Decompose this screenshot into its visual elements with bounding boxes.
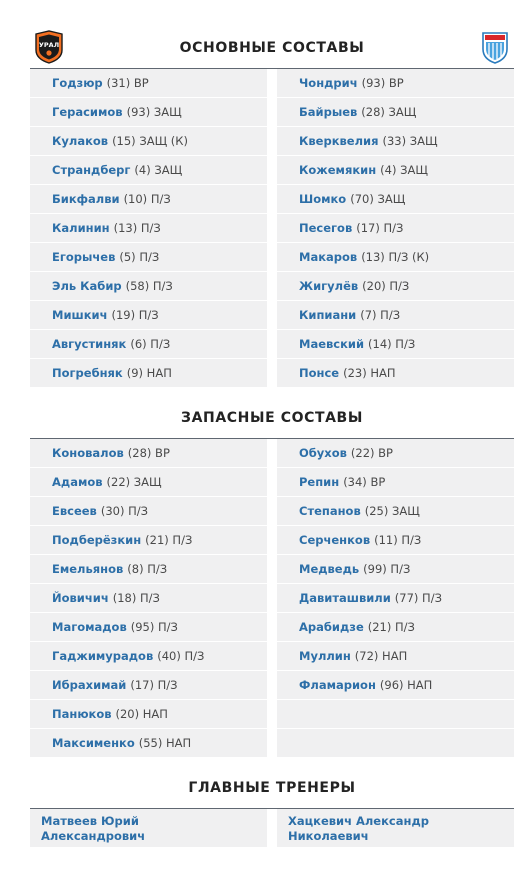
subs-away-row[interactable] [277,468,514,497]
lineup-away-row[interactable] [277,301,514,330]
lineup-home-row[interactable] [30,301,267,330]
player-number-position: (15) ЗАЩ (К) [112,134,188,148]
player-number-position: (40) П/З [157,649,205,663]
player-number-position: (13) П/З [113,221,161,235]
lineup-away-row[interactable] [277,98,514,127]
lineup-home-row[interactable] [30,98,267,127]
subs-away-row[interactable] [277,555,514,584]
player-name[interactable]: Кверквелия [299,134,379,148]
player-number-position: (28) ВР [127,446,170,460]
player-number-position: (25) ЗАЩ [364,504,420,518]
player-name[interactable]: Арабидзе [299,620,364,634]
player-number-position: (99) П/З [363,562,411,576]
player-number-position: (5) П/З [119,250,160,264]
player-name[interactable]: Адамов [52,475,103,489]
player-name[interactable]: Кипиани [299,308,357,322]
player-number-position: (13) П/З (К) [361,250,430,264]
subs-home-row[interactable] [30,613,267,642]
lineups-title: ОСНОВНЫЕ СОСТАВЫ [179,40,365,56]
player-number-position: (95) П/З [130,620,178,634]
lineup-away-row[interactable] [277,127,514,156]
player-name[interactable]: Шомко [299,192,347,206]
player-name[interactable]: Калинин [52,221,110,235]
subs-away-row[interactable] [277,526,514,555]
lineups-table [30,68,514,388]
player-name[interactable]: Панюков [52,707,112,721]
player-number-position: (8) П/З [127,562,168,576]
player-name[interactable]: Макаров [299,250,358,264]
player-name[interactable]: Герасимов [52,105,123,119]
player-name[interactable]: Степанов [299,504,361,518]
home-coach-first-line: Матвеев Юрий [41,814,139,828]
lineup-home-row[interactable] [30,243,267,272]
subs-away-row[interactable] [277,439,514,468]
player-number-position: (21) П/З [367,620,415,634]
player-name[interactable]: Серченков [299,533,371,547]
player-number-position: (55) НАП [138,736,192,750]
player-number-position: (19) П/З [111,308,159,322]
player-name[interactable]: Емельянов [52,562,124,576]
player-name[interactable]: Чондрич [299,76,358,90]
subs-header [30,402,514,434]
player-number-position: (10) П/З [123,192,171,206]
player-number-position: (28) ЗАЩ [361,105,417,119]
subs-home-column [30,439,267,758]
player-name[interactable]: Подберёзкин [52,533,142,547]
subs-home-row[interactable] [30,555,267,584]
player-number-position: (6) П/З [130,337,171,351]
lineup-home-row[interactable] [30,185,267,214]
player-name[interactable]: Песегов [299,221,353,235]
player-number-position: (14) П/З [368,337,416,351]
player-name[interactable]: Муллин [299,649,351,663]
player-name[interactable]: Кожемякин [299,163,377,177]
player-number-position: (7) П/З [360,308,401,322]
subs-away-row[interactable] [277,642,514,671]
lineup-home-column [30,69,267,388]
lineup-away-row[interactable] [277,272,514,301]
subs-away-column [277,439,514,758]
away-coach-second-line: Николаевич [288,829,369,843]
player-number-position: (20) НАП [115,707,168,721]
subs-away-row[interactable] [277,671,514,700]
player-name[interactable]: Страндберг [52,163,131,177]
subs-home-row[interactable] [30,642,267,671]
player-name[interactable]: Репин [299,475,340,489]
subs-home-row[interactable] [30,468,267,497]
ural-logo-text: УРАЛ [38,41,60,49]
lineup-away-row[interactable] [277,214,514,243]
subs-home-row[interactable] [30,439,267,468]
lineups-header [30,32,514,64]
lineup-away-row[interactable] [277,330,514,359]
player-name[interactable]: Августиняк [52,337,127,351]
lineup-home-row[interactable] [30,214,267,243]
player-number-position: (58) П/З [125,279,173,293]
subs-away-row [277,729,514,758]
player-number-position: (18) П/З [112,591,160,605]
subs-home-row[interactable] [30,729,267,758]
player-name[interactable]: Магомадов [52,620,127,634]
player-number-position: (23) НАП [343,366,396,380]
player-name[interactable]: Понсе [299,366,340,380]
player-number-position: (17) П/З [356,221,404,235]
player-number-position: (70) ЗАЩ [350,192,406,206]
player-number-position: (31) ВР [106,76,149,90]
torpedo-club-badge-icon[interactable] [480,30,510,64]
ural-club-badge-icon[interactable] [34,30,64,64]
player-number-position: (9) НАП [126,366,172,380]
lineup-home-row[interactable] [30,69,267,98]
player-name[interactable]: Эль Кабир [52,279,122,293]
player-name[interactable]: Медведь [299,562,360,576]
player-number-position: (34) ВР [343,475,386,489]
subs-away-row [277,700,514,729]
player-name[interactable]: Ибрахимай [52,678,127,692]
lineup-home-row[interactable] [30,272,267,301]
player-number-position: (4) ЗАЩ [380,163,428,177]
subs-away-row[interactable] [277,584,514,613]
subs-home-row[interactable] [30,526,267,555]
player-name[interactable]: Егорычев [52,250,116,264]
player-name[interactable]: Коновалов [52,446,124,460]
player-number-position: (30) П/З [100,504,148,518]
lineup-home-row[interactable] [30,330,267,359]
player-number-position: (22) ЗАЩ [106,475,162,489]
player-number-position: (72) НАП [354,649,408,663]
home-coach[interactable] [30,809,267,847]
player-name[interactable]: Давиташвили [299,591,391,605]
subs-title: ЗАПАСНЫЕ СОСТАВЫ [181,410,363,426]
player-number-position: (93) ВР [361,76,404,90]
player-number-position: (17) П/З [130,678,178,692]
player-name[interactable]: Йовичич [52,591,109,605]
player-number-position: (93) ЗАЩ [126,105,182,119]
coaches-table [30,808,514,847]
away-coach[interactable] [277,809,514,847]
lineup-away-column [277,69,514,388]
subs-home-row[interactable] [30,584,267,613]
player-name[interactable]: Максименко [52,736,135,750]
subs-home-row[interactable] [30,497,267,526]
player-number-position: (22) ВР [350,446,393,460]
player-name[interactable]: Байрыев [299,105,358,119]
player-number-position: (33) ЗАЩ [382,134,438,148]
lineup-away-row[interactable] [277,156,514,185]
player-name[interactable]: Бикфалви [52,192,120,206]
subs-home-row[interactable] [30,700,267,729]
home-coach-second-line: Александрович [41,829,146,843]
player-number-position: (21) П/З [145,533,193,547]
coaches-title: ГЛАВНЫЕ ТРЕНЕРЫ [188,780,356,796]
player-name[interactable]: Обухов [299,446,347,460]
lineup-away-row[interactable] [277,243,514,272]
player-name[interactable]: Кулаков [52,134,109,148]
player-number-position: (96) НАП [379,678,433,692]
subs-home-row[interactable] [30,671,267,700]
player-name[interactable]: Годзюр [52,76,103,90]
player-name[interactable]: Фламарион [299,678,376,692]
player-name[interactable]: Маевский [299,337,365,351]
lineup-home-row[interactable] [30,156,267,185]
player-name[interactable]: Жигулёв [299,279,359,293]
player-number-position: (20) П/З [362,279,410,293]
player-number-position: (4) ЗАЩ [134,163,183,177]
subs-table [30,438,514,758]
lineup-home-row[interactable] [30,359,267,388]
subs-away-row[interactable] [277,497,514,526]
lineup-away-row[interactable] [277,185,514,214]
player-number-position: (77) П/З [394,591,442,605]
player-number-position: (11) П/З [374,533,422,547]
player-name[interactable]: Погребняк [52,366,123,380]
away-coach-first-line: Хацкевич Александр [288,814,429,828]
coaches-header [30,772,514,804]
lineup-away-row[interactable] [277,69,514,98]
lineup-away-row[interactable] [277,359,514,388]
subs-away-row[interactable] [277,613,514,642]
lineup-home-row[interactable] [30,127,267,156]
player-name[interactable]: Евсеев [52,504,97,518]
player-name[interactable]: Мишкич [52,308,108,322]
player-name[interactable]: Гаджимурадов [52,649,154,663]
